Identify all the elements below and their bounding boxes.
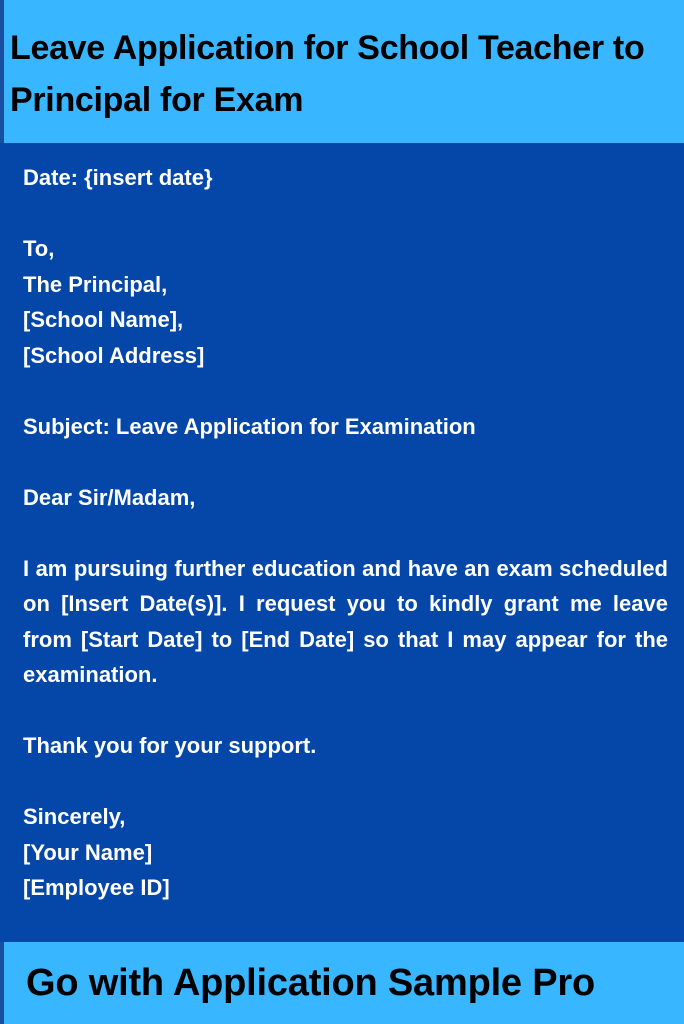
spacer [23,693,668,729]
letter-date: Date: {insert date} [23,165,213,190]
spacer [23,196,668,232]
letter-to: To, [23,236,55,261]
letter-recipient: The Principal, [23,271,168,297]
spacer [23,373,668,409]
spacer [23,515,668,551]
letter-body [23,160,668,906]
letter-thanks: Thank you for your support. [23,733,317,758]
page-title: Leave Application for School Teacher to Principal for Exam [10,29,645,119]
letter-subject: Subject: Leave Application for Examination [23,413,476,439]
letter-paragraph: I am pursuing further education and have an exam scheduled on [Insert Date(s)]. I request you to kindly grant me leave from [Start Date] to [End Date] so that I may appear for the examination. [23,555,668,687]
spacer [23,764,668,800]
letter-school-name: [School Name], [23,307,184,332]
letter-school-address: [School Address] [23,342,205,368]
letter-salutation: Dear Sir/Madam, [23,484,196,510]
spacer [23,444,668,480]
letter-your-name: [Your Name] [23,839,153,865]
letter-employee-id: [Employee ID] [23,875,170,900]
title-banner [0,0,684,143]
footer-banner [0,942,684,1024]
footer-text: Go with Application Sample Pro [26,961,595,1004]
letter-closing: Sincerely, [23,804,126,829]
